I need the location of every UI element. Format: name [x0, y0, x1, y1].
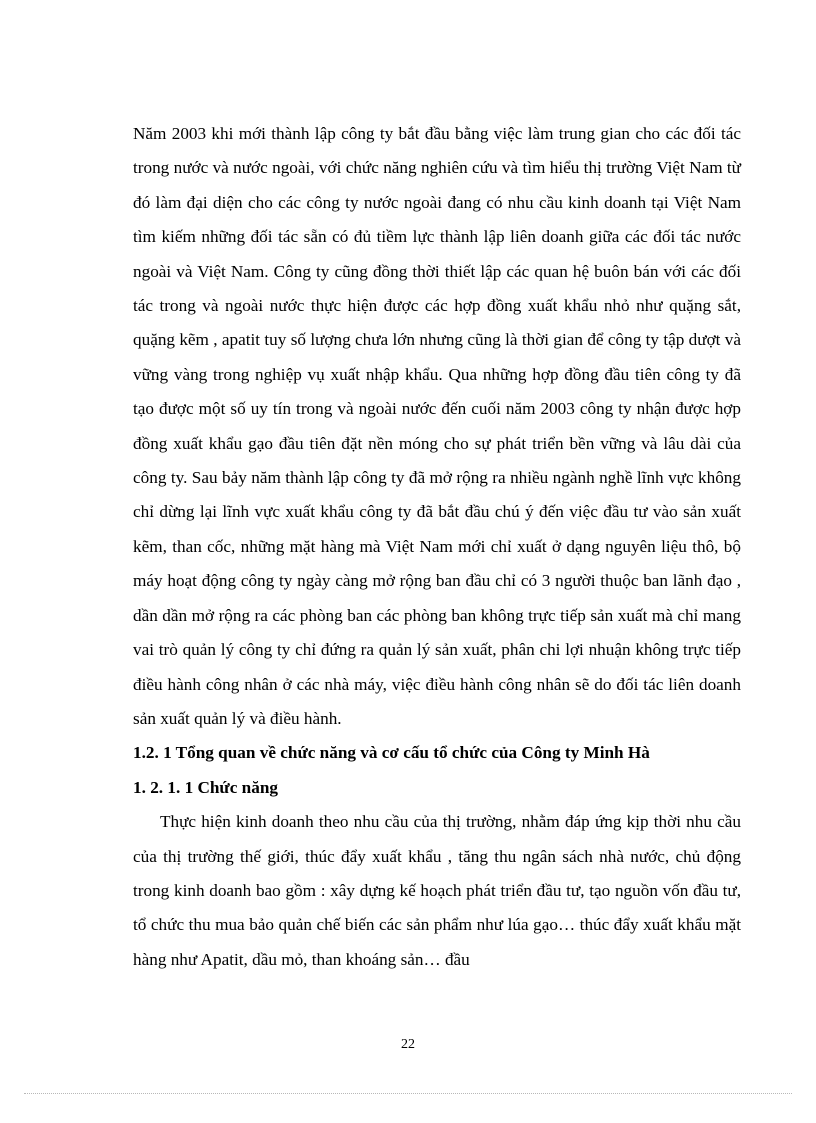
section-heading-overview: 1.2. 1 Tổng quan về chức năng và cơ cấu tổ chức của Công ty Minh Hà	[133, 743, 650, 763]
subsection-heading-functions: 1. 2. 1. 1 Chức năng	[133, 777, 278, 797]
paragraph-functions: Thực hiện kinh doanh theo nhu cầu của thị trường, nhằm đáp ứng kịp thời nhu cầu của thị trường thế giới, thúc đẩy xuất khẩu , tăng thu ngân sách nhà nước, chủ động trong kinh doanh bao gồm : xây dựng kế hoạch phát triển đầu tư, tạo nguồn vốn đầu tư, tổ chức thu mua bảo quản chế biến các sản phẩm như lúa gạo… thúc đẩy xuất khẩu mặt hàng như Apatit, dầu mỏ, than khoáng sản… đầu	[133, 812, 741, 969]
page-bottom-divider	[24, 1093, 792, 1094]
body-text	[133, 117, 741, 977]
page-number: 22	[401, 1037, 415, 1052]
paragraph-company-history: Năm 2003 khi mới thành lập công ty bắt đầu bằng việc làm trung gian cho các đối tác trong nước và nước ngoài, với chức năng nghiên cứu và tìm hiểu thị trường Việt Nam từ đó làm đại diện cho các công ty nước ngoài đang có nhu cầu kinh doanh tại Việt Nam tìm kiếm những đối tác sẵn có đủ tiềm lực thành lập liên doanh giữa các đối tác nước ngoài và Việt Nam. Công ty cũng đồng thời thiết lập các quan hệ buôn bán với các đối tác trong và ngoài nước thực hiện được các hợp đồng xuất khẩu nhỏ như quặng sắt, quặng kẽm , apatit tuy số lượng chưa lớn nhưng cũng là thời gian để công ty tập dượt và vững vàng trong nghiệp vụ xuất nhập khẩu. Qua những hợp đồng đầu tiên công ty đã tạo được một số uy tín trong và ngoài nước đến cuối năm 2003 công ty nhận được hợp đồng xuất khẩu gạo đầu tiên đặt nền móng cho sự phát triển bền vững và lâu dài của công ty. Sau bảy năm thành lập công ty đã mở rộng ra nhiều ngành nghề lĩnh vực không chỉ dừng lại lĩnh vực xuất khẩu công ty đã bắt đầu chú ý đến việc đầu tư vào sản xuất kẽm, than cốc, những mặt hàng mà Việt Nam mới chỉ xuất ở dạng nguyên liệu thô, bộ máy hoạt động công ty ngày càng mở rộng ban đầu chỉ có 3 người thuộc ban lãnh đạo , dần dần mở rộng ra các phòng ban các phòng ban không trực tiếp sản xuất mà chỉ mang vai trò quản lý công ty chỉ đứng ra quản lý sản xuất, phân chi lợi nhuận không trực tiếp điều hành công nhân ở các nhà máy, việc điều hành công nhân sẽ do đối tác liên doanh sản xuất quản lý và điều hành.	[133, 124, 741, 728]
